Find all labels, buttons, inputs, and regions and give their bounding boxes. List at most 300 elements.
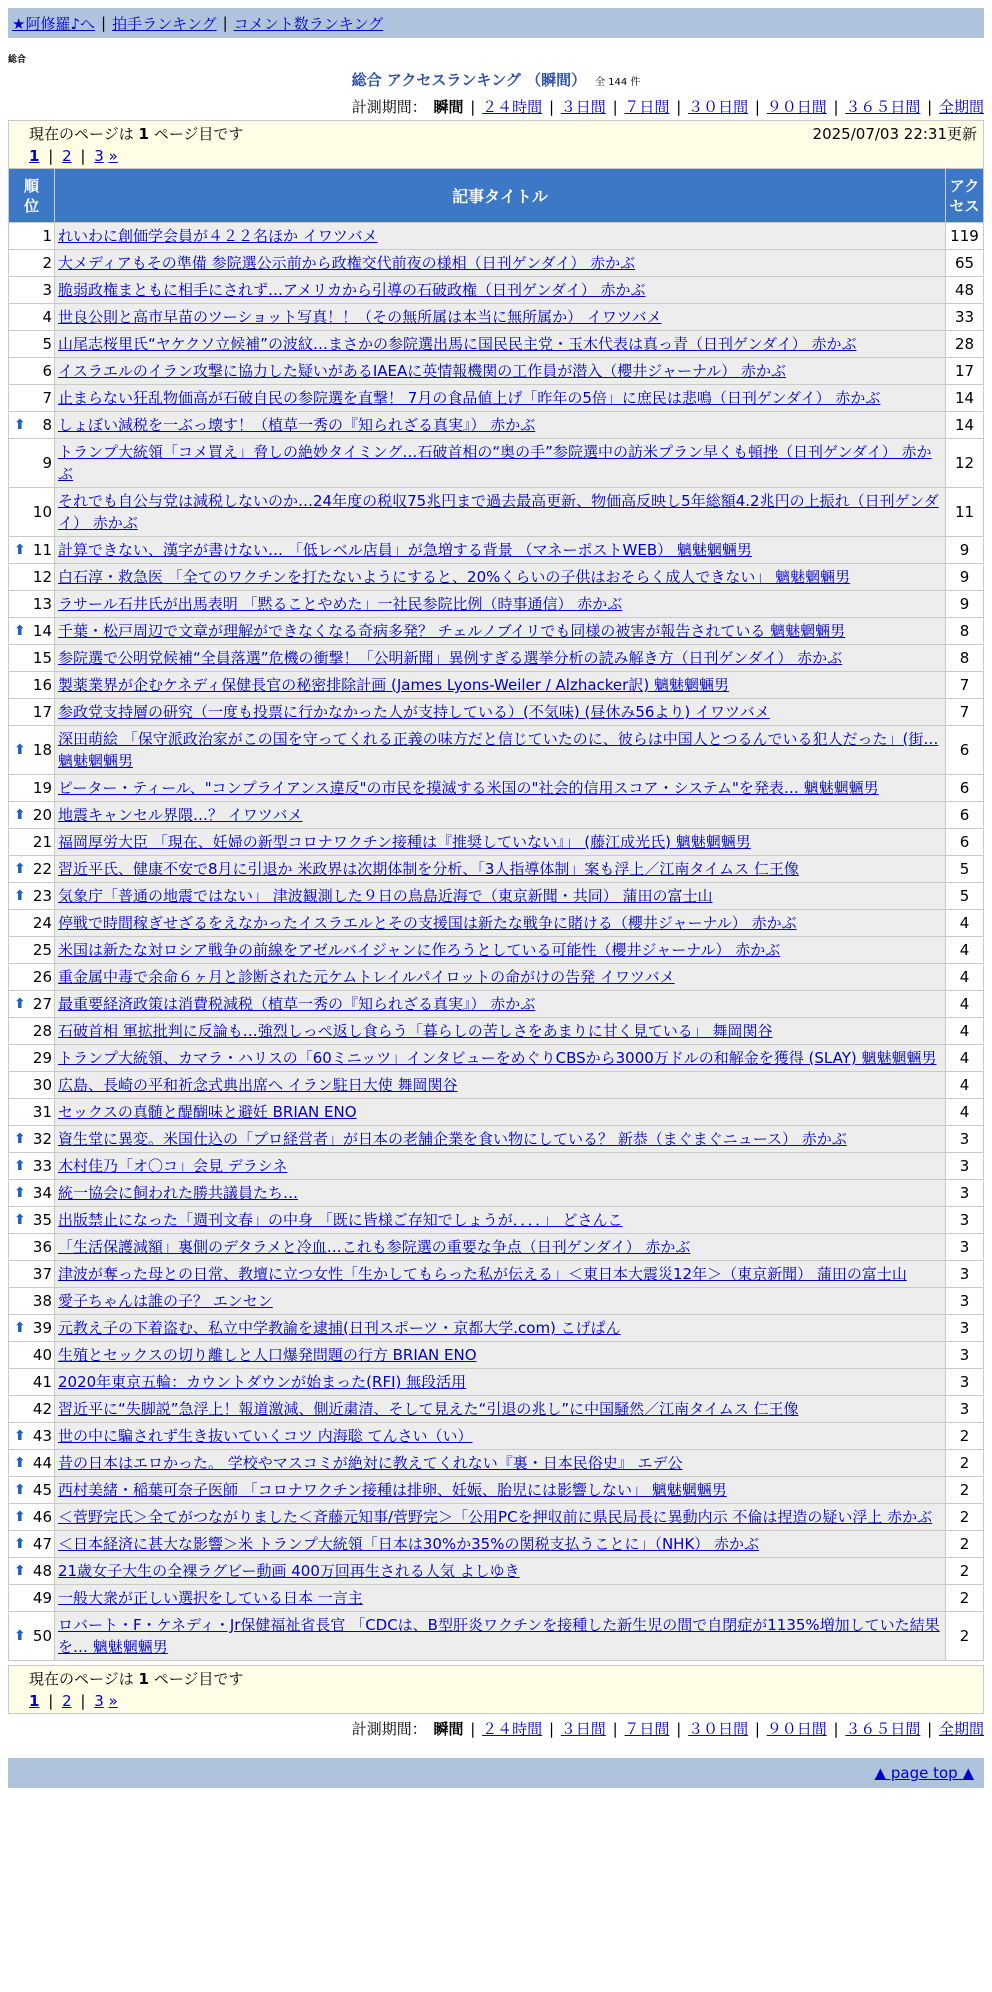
article-link[interactable]: 生殖とセックスの切り離しと人口爆発問題の行方 BRIAN ENO xyxy=(58,1346,477,1364)
page-link[interactable]: 2 xyxy=(62,1692,72,1710)
rank-cell xyxy=(9,1423,55,1450)
table-row xyxy=(9,775,984,802)
rank-number: 47 xyxy=(32,1535,52,1553)
title-cell xyxy=(55,1072,946,1099)
access-count: 12 xyxy=(946,439,984,488)
access-count: 4 xyxy=(946,910,984,937)
comment-ranking-link[interactable]: コメント数ランキング xyxy=(233,14,384,33)
table-row xyxy=(9,412,984,439)
title-cell xyxy=(55,1261,946,1288)
article-link[interactable]: ピーター・ティール、"コンプライアンス違反"の市民を摸滅する米国の"社会的信用スコア・システム"を発表… 魑魅魍魎男 xyxy=(58,779,879,797)
rank-cell xyxy=(9,1045,55,1072)
rank-number: 49 xyxy=(32,1589,52,1607)
table-row xyxy=(9,829,984,856)
article-link[interactable]: 製薬業界が企むケネディ保健長官の秘密排除計画 (James Lyons-Weiler / Alzhacker訳) 魑魅魍魎男 xyxy=(58,676,729,694)
article-link[interactable]: 深田萌絵 「保守派政治家がこの国を守ってくれる正義の味方だと信じていたのに、彼らは中国人とつるんでいる犯人だった」(街… 魑魅魍魎男 xyxy=(58,730,939,770)
article-link[interactable]: 広島、長崎の平和祈念式典出席へ イラン駐日大使 舞岡関谷 xyxy=(58,1076,458,1094)
rank-number: 3 xyxy=(42,281,52,299)
period-option[interactable]: ３６５日間 xyxy=(845,98,921,116)
access-count: 4 xyxy=(946,937,984,964)
rank-cell xyxy=(9,223,55,250)
rank-cell xyxy=(9,1072,55,1099)
table-row xyxy=(9,991,984,1018)
rank-number: 42 xyxy=(32,1400,52,1418)
rank-cell xyxy=(9,802,55,829)
rank-cell xyxy=(9,1477,55,1504)
period-option[interactable]: ２４時間 xyxy=(482,98,543,116)
access-count: 6 xyxy=(946,726,984,775)
rank-number: 7 xyxy=(42,389,52,407)
article-link[interactable]: 千葉・松戸周辺で文章が理解ができなくなる奇病多発？ チェルノブイリでも同様の被害が報告されている 魑魅魍魎男 xyxy=(58,622,846,640)
table-row xyxy=(9,537,984,564)
rank-cell xyxy=(9,856,55,883)
article-link[interactable]: 参院選で公明党候補“全員落選”危機の衝撃！「公明新聞」異例すぎる選挙分析の読み解き方（日刊ゲンダイ） 赤かぶ xyxy=(58,649,843,667)
access-count: 65 xyxy=(946,250,984,277)
period-option[interactable]: ２４時間 xyxy=(482,1720,543,1738)
table-row xyxy=(9,250,984,277)
rank-cell xyxy=(9,1099,55,1126)
title-cell xyxy=(55,618,946,645)
title-cell xyxy=(55,802,946,829)
access-count: 4 xyxy=(946,1045,984,1072)
period-current: 瞬間 xyxy=(433,1720,464,1738)
access-count: 3 xyxy=(946,1261,984,1288)
rank-number: 39 xyxy=(32,1319,52,1337)
access-count: 7 xyxy=(946,672,984,699)
page-link[interactable]: 3 xyxy=(94,1692,104,1710)
rank-cell xyxy=(9,250,55,277)
pagination: 1 | 2 | 3 » xyxy=(29,1692,118,1710)
table-row xyxy=(9,1153,984,1180)
article-link[interactable]: 参政党支持層の研究（一度も投票に行かなかった人が支持している）(不気味) (昼休み56より) イワツバメ xyxy=(58,703,770,721)
article-link[interactable]: ＜日本経済に甚大な影響＞米 トランプ大統領「日本は30%か35%の関税支払うことに」（NHK） 赤かぶ xyxy=(58,1535,760,1553)
access-count: 119 xyxy=(946,223,984,250)
rank-number: 15 xyxy=(32,649,52,667)
table-row xyxy=(9,1207,984,1234)
current-page-text: 現在のページは 1 ページ目です xyxy=(29,1670,244,1688)
table-row xyxy=(9,1531,984,1558)
rank-number: 19 xyxy=(32,779,52,797)
period-label: 計測期間： xyxy=(351,98,427,116)
rank-cell xyxy=(9,1234,55,1261)
article-link[interactable]: しょぼい減税を一ぶっ壊す！（植草一秀の『知られざる真実』） 赤かぶ xyxy=(58,416,536,434)
article-link[interactable]: セックスの真髄と醍醐味と避妊 BRIAN ENO xyxy=(58,1103,357,1121)
title-cell xyxy=(55,1180,946,1207)
rank-cell xyxy=(9,1558,55,1585)
title-cell xyxy=(55,1369,946,1396)
rank-number: 30 xyxy=(32,1076,52,1094)
rank-cell xyxy=(9,937,55,964)
page-link[interactable]: 3 xyxy=(94,147,104,165)
article-link[interactable]: れいわに創価学会員が４２２名ほか イワツバメ xyxy=(58,227,378,245)
nav-separator: | xyxy=(222,14,228,32)
title-cell xyxy=(55,726,946,775)
title-cell xyxy=(55,964,946,991)
article-link[interactable]: 止まらない狂乱物価高が石破自民の参院選を直撃！ 7月の食品値上げ「昨年の5倍」に庶民は悲鳴（日刊ゲンダイ） 赤かぶ xyxy=(58,389,881,407)
rank-number: 18 xyxy=(32,741,52,759)
title-cell xyxy=(55,1477,946,1504)
rank-number: 40 xyxy=(32,1346,52,1364)
title-cell xyxy=(55,439,946,488)
rank-cell xyxy=(9,1288,55,1315)
article-link[interactable]: 元教え子の下着盗む、私立中学教諭を逮捕(日刊スポーツ・京都大学.com) こげぱん xyxy=(58,1319,621,1337)
access-count: 4 xyxy=(946,991,984,1018)
access-count: 3 xyxy=(946,1369,984,1396)
title-cell xyxy=(55,1612,946,1661)
rank-number: 33 xyxy=(32,1157,52,1175)
title-cell xyxy=(55,1423,946,1450)
rank-cell xyxy=(9,672,55,699)
period-option[interactable]: ９０日間 xyxy=(766,1720,827,1738)
rank-number: 20 xyxy=(32,806,52,824)
rank-cell xyxy=(9,358,55,385)
access-count: 3 xyxy=(946,1396,984,1423)
rank-number: 16 xyxy=(32,676,52,694)
rank-number: 5 xyxy=(42,335,52,353)
rank-up-arrow-icon: ⬆ xyxy=(14,542,26,558)
rank-number: 21 xyxy=(32,833,52,851)
table-row xyxy=(9,645,984,672)
title-cell xyxy=(55,883,946,910)
title-cell xyxy=(55,331,946,358)
title-cell xyxy=(55,537,946,564)
access-count: 2 xyxy=(946,1504,984,1531)
table-row xyxy=(9,1423,984,1450)
access-count: 48 xyxy=(946,277,984,304)
article-link[interactable]: 世の中に騙されず生き抜いていくコツ 内海聡 てんさい（い） xyxy=(58,1427,473,1445)
rank-number: 36 xyxy=(32,1238,52,1256)
title-cell xyxy=(55,1045,946,1072)
title-cell xyxy=(55,385,946,412)
period-option[interactable]: ７日間 xyxy=(624,98,670,116)
article-link[interactable]: 石破首相 軍拡批判に反論も…強烈しっぺ返し食らう「暮らしの苦しさをあまりに甘く見ている」 舞岡関谷 xyxy=(58,1022,773,1040)
title-cell xyxy=(55,1531,946,1558)
access-count: 3 xyxy=(946,1288,984,1315)
next-page-link[interactable]: » xyxy=(108,147,118,165)
rank-number: 24 xyxy=(32,914,52,932)
article-link[interactable]: 統一協会に飼われた勝共議員たち… xyxy=(58,1184,299,1202)
period-selector-bottom: 計測期間： 瞬間 | ２４時間 | ３日間 | ７日間 | ３０日間 | ９０日間 | ３６５日間 | 全期間 xyxy=(351,1720,984,1738)
rank-number: 44 xyxy=(32,1454,52,1472)
rank-up-arrow-icon: ⬆ xyxy=(14,1509,26,1525)
period-option[interactable]: ３日間 xyxy=(560,1720,606,1738)
access-count: 9 xyxy=(946,537,984,564)
rank-number: 2 xyxy=(42,254,52,272)
access-count: 2 xyxy=(946,1423,984,1450)
rank-cell xyxy=(9,991,55,1018)
table-row xyxy=(9,358,984,385)
rank-up-arrow-icon: ⬆ xyxy=(14,1158,26,1174)
table-row xyxy=(9,1261,984,1288)
article-link[interactable]: 計算できない、漢字が書けない… 「低レベル店員」が急増する背景 （マネーポストWEB） 魑魅魍魎男 xyxy=(58,541,752,559)
table-row xyxy=(9,726,984,775)
table-row xyxy=(9,1126,984,1153)
article-link[interactable]: 地震キャンセル界隈…？ イワツバメ xyxy=(58,806,303,824)
table-row xyxy=(9,802,984,829)
access-count: 11 xyxy=(946,488,984,537)
nav-separator: | xyxy=(101,14,107,32)
top-nav-bar xyxy=(8,8,984,38)
table-row xyxy=(9,618,984,645)
page-link-current[interactable]: 1 xyxy=(29,1692,40,1710)
table-row xyxy=(9,1477,984,1504)
rank-up-arrow-icon: ⬆ xyxy=(14,1212,26,1228)
rank-cell xyxy=(9,1342,55,1369)
page-link-current[interactable]: 1 xyxy=(29,147,40,165)
access-count: 14 xyxy=(946,385,984,412)
table-row xyxy=(9,1018,984,1045)
table-row xyxy=(9,1585,984,1612)
rank-cell xyxy=(9,883,55,910)
rank-cell xyxy=(9,1207,55,1234)
rank-number: 34 xyxy=(32,1184,52,1202)
access-count: 3 xyxy=(946,1342,984,1369)
article-link[interactable]: ラサール石井氏が出馬表明 「黙ることやめた」一社民参院比例（時事通信） 赤かぶ xyxy=(58,595,623,613)
table-row xyxy=(9,1504,984,1531)
access-count: 17 xyxy=(946,358,984,385)
rank-cell xyxy=(9,304,55,331)
table-row xyxy=(9,488,984,537)
rank-cell xyxy=(9,1450,55,1477)
access-count: 3 xyxy=(946,1315,984,1342)
rank-number: 27 xyxy=(32,995,52,1013)
table-row xyxy=(9,591,984,618)
table-row xyxy=(9,856,984,883)
rank-number: 32 xyxy=(32,1130,52,1148)
title-cell xyxy=(55,358,946,385)
article-link[interactable]: 米国は新たな対ロシア戦争の前線をアゼルバイジャンに作ろうとしている可能性（櫻井ジャーナル） 赤かぶ xyxy=(58,941,781,959)
access-count: 3 xyxy=(946,1234,984,1261)
article-link[interactable]: 資生堂に異変。米国仕込の「プロ経営者」が日本の老舗企業を食い物にしている？ 新恭（まぐまぐニュース） 赤かぶ xyxy=(58,1130,847,1148)
article-link[interactable]: 世良公則と高市早苗のツーショット写真！！（その無所属は本当に無所属か） イワツバメ xyxy=(58,308,662,326)
rank-number: 29 xyxy=(32,1049,52,1067)
rank-cell xyxy=(9,1585,55,1612)
title-cell xyxy=(55,1234,946,1261)
article-link[interactable]: 習近平氏、健康不安で8月に引退か 米政界は次期体制を分析、「3人指導体制」案も浮上／江南タイムス 仁王像 xyxy=(58,860,799,878)
article-link[interactable]: 習近平に“失脚説”急浮上！報道激減、側近粛清、そして見えた“引退の兆し”に中国騒然／江南タイムス 仁王像 xyxy=(58,1400,799,1418)
rank-cell xyxy=(9,537,55,564)
home-link[interactable]: ★阿修羅♪へ xyxy=(12,14,96,33)
rank-cell xyxy=(9,1531,55,1558)
next-page-link[interactable]: » xyxy=(108,1692,118,1710)
access-count: 2 xyxy=(946,1477,984,1504)
page-info-top xyxy=(8,120,984,168)
ranking-table xyxy=(8,168,984,1661)
rank-number: 11 xyxy=(32,541,52,559)
table-row xyxy=(9,699,984,726)
category-label: 総合 xyxy=(8,55,27,65)
period-option[interactable]: ３日間 xyxy=(560,98,606,116)
title-cell xyxy=(55,1342,946,1369)
rank-up-arrow-icon: ⬆ xyxy=(14,1131,26,1147)
rank-number: 50 xyxy=(32,1627,52,1645)
article-link[interactable]: 21歳女子大生の全裸ラグビー動画 400万回再生される人気 よしゆき xyxy=(58,1562,520,1580)
table-row xyxy=(9,439,984,488)
rank-cell xyxy=(9,1126,55,1153)
table-row xyxy=(9,331,984,358)
title-cell xyxy=(55,304,946,331)
access-count: 7 xyxy=(946,699,984,726)
current-page-text: 現在のページは 1 ページ目です xyxy=(29,125,244,143)
col-rank-header: 順位 xyxy=(9,169,55,223)
table-row xyxy=(9,1315,984,1342)
table-row xyxy=(9,1099,984,1126)
article-link[interactable]: 昔の日本はエロかった。 学校やマスコミが絶対に教えてくれない『裏・日本民俗史』 エデ公 xyxy=(58,1454,683,1472)
article-link[interactable]: ＜菅野完氏＞全てがつながりました＜斉藤元知事/菅野完＞「公用PCを押収前に県民局長に異動内示 不倫は捏造の疑い浮上 赤かぶ xyxy=(58,1508,933,1526)
rank-cell xyxy=(9,1315,55,1342)
rank-up-arrow-icon: ⬆ xyxy=(14,996,26,1012)
rank-up-arrow-icon: ⬆ xyxy=(14,861,26,877)
article-link[interactable]: イスラエルのイラン攻撃に協力した疑いがあるIAEAに英情報機関の工作員が潜入（櫻井ジャーナル） 赤かぶ xyxy=(58,362,786,380)
rank-cell xyxy=(9,1612,55,1661)
access-count: 9 xyxy=(946,591,984,618)
rank-up-arrow-icon: ⬆ xyxy=(14,1628,26,1644)
table-row xyxy=(9,1288,984,1315)
article-link[interactable]: 福岡厚労大臣 「現在、妊婦の新型コロナワクチン接種は『推奨していない』」 (藤江成光氏) 魑魅魍魎男 xyxy=(58,833,751,851)
rank-up-arrow-icon: ⬆ xyxy=(14,1482,26,1498)
page-info-bottom xyxy=(8,1665,984,1714)
rank-cell xyxy=(9,488,55,537)
access-count: 5 xyxy=(946,883,984,910)
rank-up-arrow-icon: ⬆ xyxy=(14,1428,26,1444)
rank-cell xyxy=(9,645,55,672)
access-count: 33 xyxy=(946,304,984,331)
rank-number: 8 xyxy=(42,416,52,434)
article-link[interactable]: トランプ大統領、カマラ・ハリスの「60ミニッツ」インタビューをめぐりCBSから3000万ドルの和解金を獲得 (SLAY) 魑魅魍魎男 xyxy=(58,1049,937,1067)
table-row xyxy=(9,910,984,937)
access-count: 3 xyxy=(946,1180,984,1207)
rank-number: 37 xyxy=(32,1265,52,1283)
table-row xyxy=(9,883,984,910)
table-row xyxy=(9,1234,984,1261)
rank-cell xyxy=(9,829,55,856)
rank-up-arrow-icon: ⬆ xyxy=(14,1536,26,1552)
title-cell xyxy=(55,591,946,618)
rank-up-arrow-icon: ⬆ xyxy=(14,1320,26,1336)
access-count: 3 xyxy=(946,1153,984,1180)
article-link[interactable]: 大メディアもその準備 参院選公示前から政権交代前夜の様相（日刊ゲンダイ） 赤かぶ xyxy=(58,254,636,272)
article-link[interactable]: ロバート・F・ケネディ・Jr保健福祉省長官 「CDCは、B型肝炎ワクチンを接種した新生児の間で自閉症が1135%増加していた結果を… 魑魅魍魎男 xyxy=(58,1616,940,1656)
title-cell xyxy=(55,564,946,591)
title-cell xyxy=(55,412,946,439)
title-cell xyxy=(55,1504,946,1531)
article-link[interactable]: 愛子ちゃんは誰の子？ エンセン xyxy=(58,1292,273,1310)
pagination: 1 | 2 | 3 » xyxy=(29,147,118,165)
title-cell xyxy=(55,1585,946,1612)
table-row xyxy=(9,964,984,991)
rank-number: 28 xyxy=(32,1022,52,1040)
rank-number: 48 xyxy=(32,1562,52,1580)
table-row xyxy=(9,1612,984,1661)
article-link[interactable]: 一般大衆が正しい選択をしている日本 一言主 xyxy=(58,1589,363,1607)
rank-number: 9 xyxy=(42,454,52,472)
article-link[interactable]: 津波が奪った母との日常、教壇に立つ女性「生かしてもらった私が伝える」＜東日本大震災12年＞（東京新聞） 蒲田の富士山 xyxy=(58,1265,907,1283)
rank-cell xyxy=(9,1504,55,1531)
period-option[interactable]: ７日間 xyxy=(624,1720,670,1738)
article-link[interactable]: 重金属中毒で余命６ヶ月と診断された元ケムトレイルパイロットの命がけの告発 イワツバメ xyxy=(58,968,675,986)
table-row xyxy=(9,1045,984,1072)
rank-cell xyxy=(9,277,55,304)
article-link[interactable]: 最重要経済政策は消費税減税（植草一秀の『知られざる真実』） 赤かぶ xyxy=(58,995,536,1013)
article-link[interactable]: 白石淳・救急医 「全てのワクチンを打たないようにすると、20%くらいの子供はおそらく成人できない」 魑魅魍魎男 xyxy=(58,568,851,586)
rank-number: 22 xyxy=(32,860,52,878)
table-row xyxy=(9,1180,984,1207)
rank-cell xyxy=(9,910,55,937)
title-cell xyxy=(55,829,946,856)
article-link[interactable]: 脆弱政権まともに相手にされず…アメリカから引導の石破政権（日刊ゲンダイ） 赤かぶ xyxy=(58,281,646,299)
article-link[interactable]: 西村美緒・稲葉可奈子医師 「コロナワクチン接種は排卵、妊娠、胎児には影響しない」 魑魅魍魎男 xyxy=(58,1481,727,1499)
table-row xyxy=(9,223,984,250)
rank-cell xyxy=(9,1261,55,1288)
access-count: 9 xyxy=(946,564,984,591)
title-cell xyxy=(55,250,946,277)
rank-number: 41 xyxy=(32,1373,52,1391)
access-count: 6 xyxy=(946,802,984,829)
rank-cell xyxy=(9,699,55,726)
title-cell xyxy=(55,488,946,537)
total-count: 全 144 件 xyxy=(594,77,641,88)
article-link[interactable]: 気象庁「普通の地震ではない」 津波観測した９日の鳥島近海で（東京新聞・共同） 蒲田の富士山 xyxy=(58,887,713,905)
rank-cell xyxy=(9,385,55,412)
article-link[interactable]: トランプ大統領「コメ買え」脅しの絶妙タイミング…石破首相の“奥の手”参院選中の訪米プラン早くも頓挫（日刊ゲンダイ） 赤かぶ xyxy=(58,443,932,483)
title-cell xyxy=(55,699,946,726)
applause-ranking-link[interactable]: 拍手ランキング xyxy=(112,14,217,33)
article-link[interactable]: 山尾志桜里氏“ヤケクソ立候補”の波紋…まさかの参院選出馬に国民民主党・玉木代表は真っ青（日刊ゲンダイ） 赤かぶ xyxy=(58,335,857,353)
article-link[interactable]: 木村佳乃「オ〇コ」会見 デラシネ xyxy=(58,1157,288,1175)
article-link[interactable]: それでも自公与党は減税しないのか…24年度の税収75兆円まで過去最高更新、物価高反映し5年総額4.2兆円の上振れ（日刊ゲンダイ） 赤かぶ xyxy=(58,492,939,532)
rank-number: 13 xyxy=(32,595,52,613)
rank-number: 25 xyxy=(32,941,52,959)
rank-up-arrow-icon: ⬆ xyxy=(14,1563,26,1579)
period-option[interactable]: ９０日間 xyxy=(766,98,827,116)
rank-cell xyxy=(9,964,55,991)
rank-number: 10 xyxy=(32,503,52,521)
period-label: 計測期間： xyxy=(351,1720,427,1738)
table-row xyxy=(9,304,984,331)
period-option[interactable]: ３０日間 xyxy=(688,1720,749,1738)
rank-cell xyxy=(9,1153,55,1180)
title-cell xyxy=(55,223,946,250)
period-option[interactable]: 全期間 xyxy=(938,1720,984,1738)
page-link[interactable]: 2 xyxy=(62,147,72,165)
access-count: 3 xyxy=(946,1207,984,1234)
rank-cell xyxy=(9,775,55,802)
period-option[interactable]: 全期間 xyxy=(938,98,984,116)
period-option[interactable]: ３０日間 xyxy=(688,98,749,116)
page-top-link[interactable]: ▲ page top ▲ xyxy=(874,1764,974,1782)
table-row xyxy=(9,564,984,591)
rank-cell xyxy=(9,618,55,645)
article-link[interactable]: 2020年東京五輪：カウントダウンが始まった(RFI) 無段活用 xyxy=(58,1373,467,1391)
page-heading xyxy=(0,71,992,92)
article-link[interactable]: 「生活保護減額」裏側のデタラメと冷血…これも参院選の重要な争点（日刊ゲンダイ） 赤かぶ xyxy=(58,1238,691,1256)
col-count-header: アクセス xyxy=(946,169,984,223)
title-cell xyxy=(55,1126,946,1153)
rank-number: 31 xyxy=(32,1103,52,1121)
rank-cell xyxy=(9,1018,55,1045)
access-count: 2 xyxy=(946,1612,984,1661)
title-cell xyxy=(55,1315,946,1342)
rank-number: 1 xyxy=(42,227,52,245)
article-link[interactable]: 出版禁止になった「週刊文春」の中身 「既に皆様ご存知でしょうが．．．．」 どさんこ xyxy=(58,1211,623,1229)
article-link[interactable]: 停戦で時間稼ぎせざるをえなかったイスラエルとその支援国は新たな戦争に賭ける（櫻井ジャーナル） 赤かぶ xyxy=(58,914,797,932)
period-option[interactable]: ３６５日間 xyxy=(845,1720,921,1738)
page-title: 総合 アクセスランキング （瞬間） xyxy=(351,71,587,89)
rank-up-arrow-icon: ⬆ xyxy=(14,807,26,823)
rank-number: 17 xyxy=(32,703,52,721)
title-cell xyxy=(55,645,946,672)
title-cell xyxy=(55,1099,946,1126)
